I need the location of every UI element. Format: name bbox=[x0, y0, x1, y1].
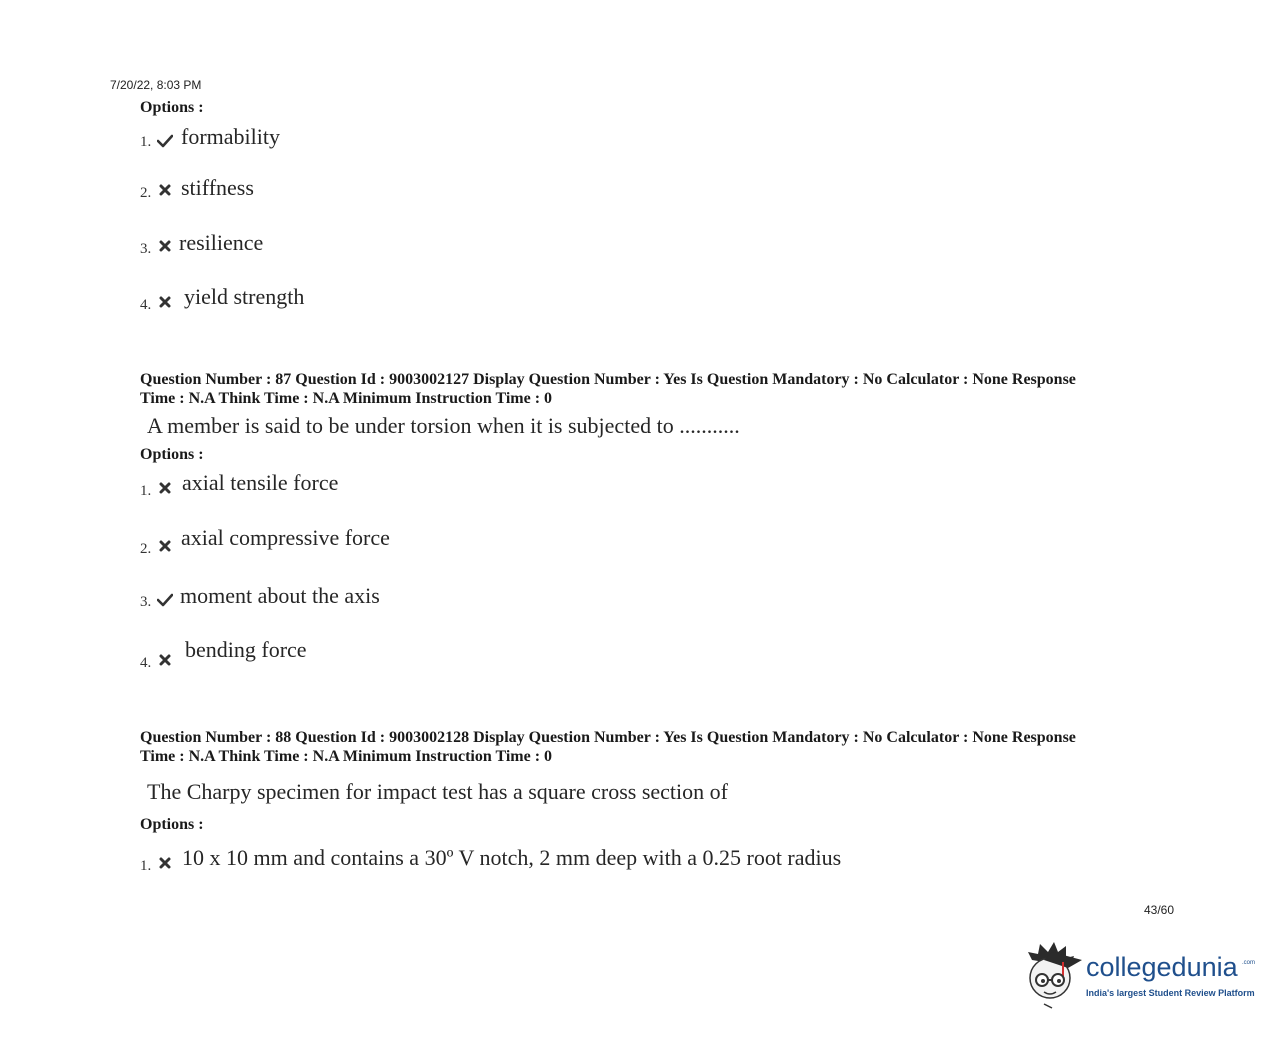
option-text: resilience bbox=[179, 230, 264, 255]
option-number: 2. bbox=[140, 185, 152, 201]
options-heading: Options : bbox=[140, 816, 204, 833]
collegedunia-logo bbox=[1022, 938, 1262, 1010]
question-text: A member is said to be under torsion when it is subjected to ........... bbox=[147, 413, 740, 438]
cross-icon bbox=[157, 856, 173, 870]
option-text: moment about the axis bbox=[180, 583, 380, 608]
logo-wordmark: collegedunia bbox=[1086, 952, 1238, 982]
option-number: 3. bbox=[140, 594, 152, 610]
cross-icon bbox=[157, 295, 173, 309]
page-number: 43/60 bbox=[1144, 903, 1175, 917]
check-icon bbox=[157, 593, 173, 607]
question-meta-line: Question Number : 87 Question Id : 9003002127 Display Question Number : Yes Is Question Mandatory : No Calculator : None Response bbox=[140, 371, 1076, 388]
option-number: 1. bbox=[140, 858, 152, 874]
logo-suffix: .com bbox=[1242, 960, 1256, 966]
option-text: 10 x 10 mm and contains a 30º V notch, 2 mm deep with a 0.25 root radius bbox=[182, 845, 842, 870]
question-text: The Charpy specimen for impact test has a square cross section of bbox=[147, 779, 728, 804]
print-datetime: 7/20/22, 8:03 PM bbox=[110, 78, 202, 92]
cross-icon bbox=[157, 539, 173, 553]
option-text: axial tensile force bbox=[182, 470, 339, 495]
cross-icon bbox=[157, 183, 173, 197]
options-heading: Options : bbox=[140, 99, 204, 116]
option-number: 1. bbox=[140, 483, 152, 499]
question-meta bbox=[140, 370, 1160, 408]
mascot-icon bbox=[1022, 938, 1088, 1010]
logo-tagline: India's largest Student Review Platform bbox=[1086, 988, 1255, 998]
check-icon bbox=[157, 134, 173, 148]
cross-icon bbox=[157, 481, 173, 495]
options-heading: Options : bbox=[140, 446, 204, 463]
cross-icon bbox=[157, 653, 173, 667]
question-meta-line: Time : N.A Think Time : N.A Minimum Instruction Time : 0 bbox=[140, 390, 553, 407]
question-meta-line: Question Number : 88 Question Id : 9003002128 Display Question Number : Yes Is Question Mandatory : No Calculator : None Response bbox=[140, 729, 1076, 746]
question-meta bbox=[140, 728, 1160, 766]
option-number: 3. bbox=[140, 241, 152, 257]
option-text: stiffness bbox=[181, 175, 254, 200]
option-text: bending force bbox=[185, 637, 307, 662]
option-number: 2. bbox=[140, 541, 152, 557]
option-text: axial compressive force bbox=[181, 525, 390, 550]
option-number: 4. bbox=[140, 297, 152, 313]
option-number: 1. bbox=[140, 134, 152, 150]
option-text: yield strength bbox=[184, 284, 305, 309]
option-number: 4. bbox=[140, 655, 152, 671]
question-meta-line: Time : N.A Think Time : N.A Minimum Instruction Time : 0 bbox=[140, 748, 553, 765]
cross-icon bbox=[157, 239, 173, 253]
option-text: formability bbox=[181, 124, 280, 149]
